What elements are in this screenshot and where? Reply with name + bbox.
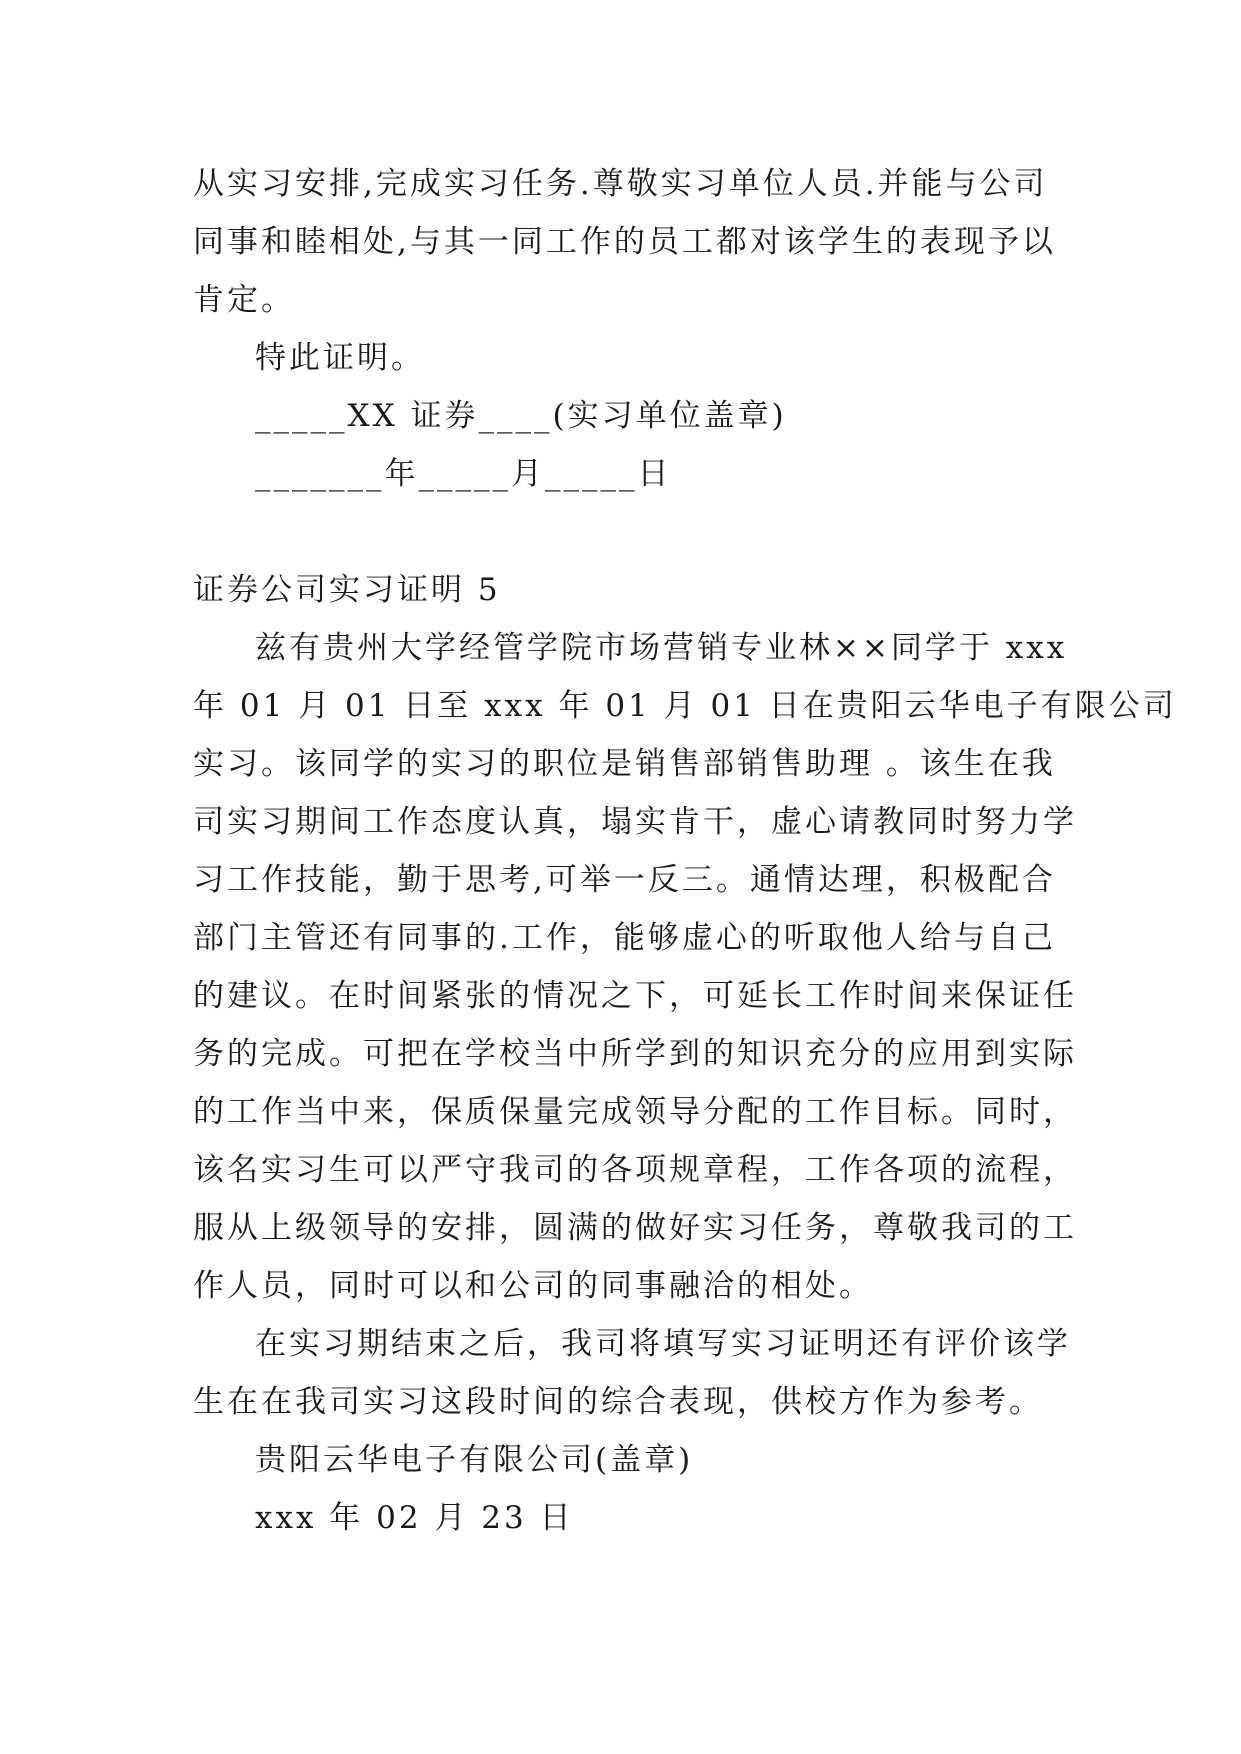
- body-text-line: 务的完成。可把在学校当中所学到的知识充分的应用到实际: [193, 1036, 1077, 1072]
- document-page: [193, 0, 1177, 1754]
- body-text-line: 服从上级领导的安排，圆满的做好实习任务，尊敬我司的工: [193, 1210, 1077, 1246]
- signature-date: xxx 年 02 月 23 日: [255, 1500, 574, 1536]
- body-text-line: 司实习期间工作态度认真，塌实肯干，虚心请教同时努力学: [193, 804, 1077, 840]
- body-text-line: 实习。该同学的实习的职位是销售部销售助理 。该生在我: [193, 746, 1056, 782]
- body-text-line: 生在在我司实习这段时间的综合表现，供校方作为参考。: [193, 1384, 1043, 1420]
- company-signature: _____XX 证券____(实习单位盖章): [255, 398, 787, 434]
- body-text-line: 同事和睦相处,与其一同工作的员工都对该学生的表现予以: [193, 224, 1056, 260]
- closing-text: 特此证明。: [255, 340, 425, 376]
- signature-date: _______年_____月_____日: [255, 456, 672, 492]
- section-title: 证券公司实习证明 5: [193, 572, 501, 608]
- company-signature: 贵阳云华电子有限公司(盖章): [255, 1442, 694, 1478]
- body-text-line: 该名实习生可以严守我司的各项规章程，工作各项的流程，: [193, 1152, 1077, 1188]
- body-text-line: 的建议。在时间紧张的情况之下，可延长工作时间来保证任: [193, 978, 1077, 1014]
- body-text-line: 部门主管还有同事的.工作，能够虚心的听取他人给与自己: [193, 920, 1056, 956]
- body-text-line: 年 01 月 01 日至 xxx 年 01 月 01 日在贵阳云华电子有限公司: [193, 688, 1177, 724]
- body-text-line: 肯定。: [193, 282, 295, 318]
- body-text-line: 从实习安排,完成实习任务.尊敬实习单位人员.并能与公司: [193, 166, 1048, 202]
- body-text-line: 作人员，同时可以和公司的同事融洽的相处。: [193, 1268, 873, 1304]
- body-text-line: 在实习期结束之后，我司将填写实习证明还有评价该学: [255, 1326, 1071, 1362]
- body-text-line: 的工作当中来，保质保量完成领导分配的工作目标。同时，: [193, 1094, 1077, 1130]
- body-text-line: 兹有贵州大学经管学院市场营销专业林××同学于 xxx: [255, 630, 1068, 666]
- body-text-line: 习工作技能，勤于思考,可举一反三。通情达理，积极配合: [193, 862, 1056, 898]
